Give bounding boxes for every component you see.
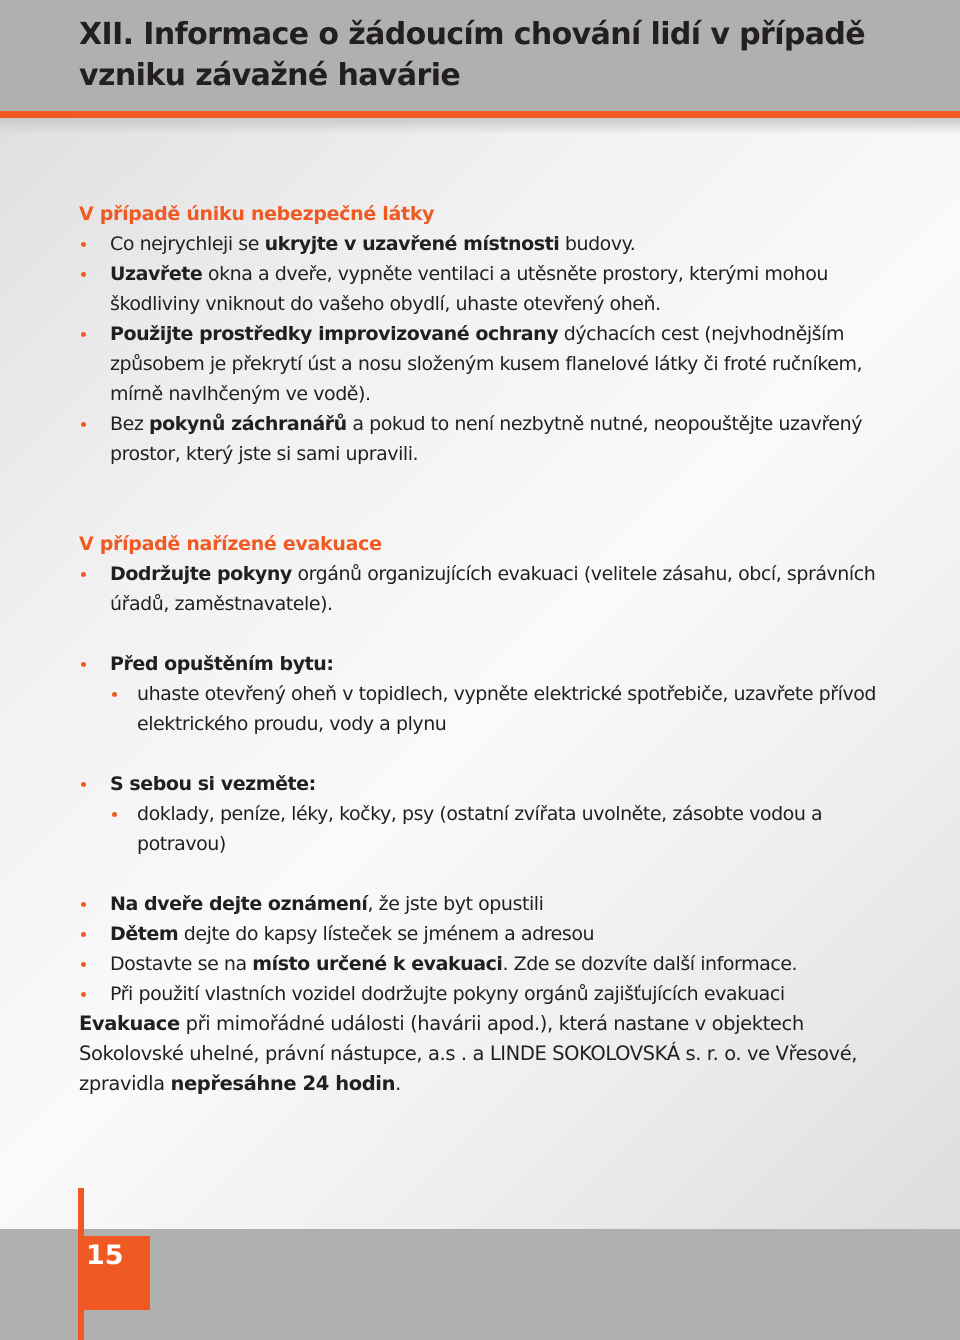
text: Při použití vlastních vozidel dodržujte pokyny orgánů zajišťujících evakuaci <box>110 983 785 1005</box>
text: . Zde se dozvíte další informace. <box>502 953 798 975</box>
bold-text: místo určené k evakuaci <box>252 953 503 975</box>
take-with-label: S sebou si vezměte: <box>110 773 316 795</box>
before-leaving-sublist <box>110 679 879 739</box>
page-number: 15 <box>86 1240 124 1271</box>
text: . <box>395 1072 401 1095</box>
leak-list <box>79 229 879 469</box>
list-item <box>79 259 879 319</box>
bold-text: Na dveře dejte oznámení <box>110 893 368 915</box>
bold-text: nepřesáhne 24 hodin <box>170 1072 396 1095</box>
bold-text: Dodržujte pokyny <box>110 563 292 585</box>
text: při mimořádné události (havárii apod.), která nastane v objektech Sokolovské uhelné, právní nástupce, a.s . a LINDE SOKOLOVSKÁ s. r. o. ve Vřesové, zpravidla <box>79 1012 858 1095</box>
text: dejte do kapsy lísteček se jménem a adresou <box>178 923 595 945</box>
list-item-take-with <box>79 769 879 859</box>
list-item <box>79 409 879 469</box>
main-content <box>79 199 879 1099</box>
list-item-before-leaving <box>79 649 879 739</box>
list-item <box>79 979 879 1009</box>
text: orgánů organizujících evakuaci (velitele zásahu, obcí, správních úřadů, zaměstnavatele). <box>110 563 876 615</box>
list-item <box>79 559 879 619</box>
header-shadow <box>0 118 960 134</box>
evacuation-list <box>79 559 879 1009</box>
header-accent-stripe <box>0 111 960 118</box>
bold-text: Evakuace <box>79 1012 180 1035</box>
bold-text: Použijte prostředky improvizované ochrany <box>110 323 559 345</box>
before-leaving-label: Před opuštěním bytu: <box>110 653 334 675</box>
list-item <box>79 889 879 919</box>
text: okna a dveře, vypněte ventilaci a utěsněte prostory, kterými mohou škodliviny vniknout do vašeho obydlí, uhaste otevřený oheň. <box>110 263 828 315</box>
list-item <box>79 919 879 949</box>
bold-text: Dětem <box>110 923 179 945</box>
sub-list-item: uhaste otevřený oheň v topidlech, vypněte elektrické spotřebiče, uzavřete přívod elektrického proudu, vody a plynu <box>110 679 879 739</box>
text: Dostavte se na <box>110 953 253 975</box>
sub-list-item: doklady, peníze, léky, kočky, psy (ostatní zvířata uvolněte, zásobte vodou a potravou) <box>110 799 879 859</box>
bold-text: Uzavřete <box>110 263 203 285</box>
text: budovy. <box>559 233 636 255</box>
text: Co nejrychleji se <box>110 233 265 255</box>
text: Bez <box>110 413 149 435</box>
evacuation-note <box>79 1009 879 1099</box>
page-header <box>0 0 960 111</box>
section-title-leak: V případě úniku nebezpečné látky <box>79 203 435 225</box>
take-with-sublist <box>110 799 879 859</box>
text: a pokud to není nezbytně nutné, neopouštějte uzavřený prostor, který jste si sami upravili. <box>110 413 863 465</box>
page-title: XII. Informace o žádoucím chování lidí v případě vzniku závažné havárie <box>79 17 866 93</box>
list-item <box>79 229 879 259</box>
bold-text: pokynů záchranářů <box>148 413 347 435</box>
section-title-evacuation: V případě nařízené evakuace <box>79 533 382 555</box>
page-number-box <box>78 1236 150 1310</box>
list-item <box>79 949 879 979</box>
text: dýchacích cest (nejvhodnějším způsobem je překrytí úst a nosu složeným kusem flanelové látky či froté ručníkem, mírně navlhčeným ve vodě). <box>110 323 863 405</box>
bold-text: ukryjte v uzavřené místnosti <box>264 233 560 255</box>
text: , že jste byt opustili <box>367 893 544 915</box>
list-item <box>79 319 879 409</box>
